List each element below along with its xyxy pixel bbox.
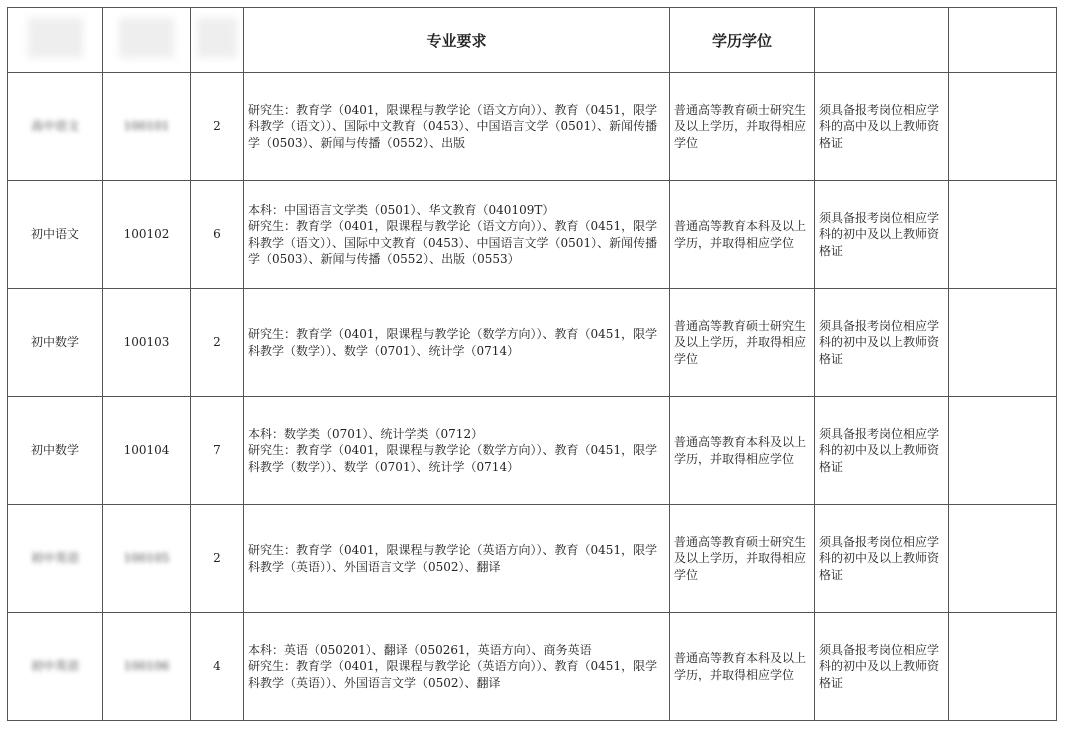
- cell-qualification: 须具备报考岗位相应学科的初中及以上教师资格证: [815, 505, 949, 613]
- cell-code-text: 100106: [123, 659, 170, 674]
- cell-education: 普通高等教育硕士研究生及以上学历，并取得相应学位: [670, 505, 815, 613]
- cell-education: 普通高等教育硕士研究生及以上学历，并取得相应学位: [670, 73, 815, 181]
- cell-notes: [949, 613, 1057, 721]
- cell-education: 普通高等教育硕士研究生及以上学历，并取得相应学位: [670, 289, 815, 397]
- header-count: [191, 8, 244, 73]
- cell-code-text: 100105: [123, 551, 170, 566]
- table-row: [8, 73, 1057, 181]
- table-row: [8, 397, 1057, 505]
- cell-code-text: 100101: [123, 119, 170, 134]
- cell-qualification: 须具备报考岗位相应学科的初中及以上教师资格证: [815, 397, 949, 505]
- cell-position: [8, 73, 103, 181]
- header-major: 专业要求: [244, 8, 670, 73]
- cell-position: 初中数学: [8, 289, 103, 397]
- cell-count: 2: [191, 505, 244, 613]
- cell-position: 初中数学: [8, 397, 103, 505]
- cell-count: 7: [191, 397, 244, 505]
- cell-notes: [949, 73, 1057, 181]
- cell-code: 100103: [103, 289, 191, 397]
- cell-education: 普通高等教育本科及以上学历，并取得相应学位: [670, 397, 815, 505]
- cell-major: 本科：数学类（0701）、统计学类（0712） 研究生：教育学（0401，限课程与教学论（数学方向））、教育（0451，限学科教学（数学））、数学（0701）、统计学（0714）: [244, 397, 670, 505]
- cell-education: 普通高等教育本科及以上学历，并取得相应学位: [670, 613, 815, 721]
- cell-education: 普通高等教育本科及以上学历，并取得相应学位: [670, 181, 815, 289]
- table-row: [8, 505, 1057, 613]
- table-row: [8, 181, 1057, 289]
- cell-qualification: 须具备报考岗位相应学科的初中及以上教师资格证: [815, 613, 949, 721]
- cell-qualification: 须具备报考岗位相应学科的初中及以上教师资格证: [815, 181, 949, 289]
- cell-major: 研究生：教育学（0401，限课程与教学论（语文方向））、教育（0451，限学科教学（语文））、国际中文教育（0453）、中国语言文学（0501）、新闻传播学（0503）、新闻与传播（0552）、出版: [244, 73, 670, 181]
- cell-count: 2: [191, 289, 244, 397]
- cell-code: [103, 73, 191, 181]
- cell-notes: [949, 289, 1057, 397]
- cell-count: 4: [191, 613, 244, 721]
- cell-qualification: 须具备报考岗位相应学科的初中及以上教师资格证: [815, 289, 949, 397]
- cell-major: 本科：英语（050201）、翻译（050261，英语方向）、商务英语 研究生：教育学（0401，限课程与教学论（英语方向））、教育（0451，限学科教学（英语））、外国语言文学（0502）、翻译: [244, 613, 670, 721]
- header-position: [8, 8, 103, 73]
- cell-notes: [949, 181, 1057, 289]
- table-row: [8, 289, 1057, 397]
- cell-position-text: 初中英语: [30, 659, 79, 674]
- cell-position: [8, 613, 103, 721]
- cell-position-text: 高中语文: [30, 119, 79, 134]
- cell-major: 研究生：教育学（0401，限课程与教学论（英语方向））、教育（0451，限学科教学（英语））、外国语言文学（0502）、翻译: [244, 505, 670, 613]
- table-row: [8, 613, 1057, 721]
- job-requirements-table: [7, 7, 1057, 721]
- cell-notes: [949, 397, 1057, 505]
- cell-position: [8, 505, 103, 613]
- cell-major: 本科：中国语言文学类（0501）、华文教育（040109T） 研究生：教育学（0401，限课程与教学论（语文方向））、教育（0451，限学科教学（语文））、国际中文教育（0453）、中国语言文学（0501）、新闻传播学（0503）、新闻与传播（0552）、出版（0553）: [244, 181, 670, 289]
- header-qualification: [815, 8, 949, 73]
- cell-code: [103, 613, 191, 721]
- cell-position: 初中语文: [8, 181, 103, 289]
- header-education: 学历学位: [670, 8, 815, 73]
- cell-count: 2: [191, 73, 244, 181]
- header-notes: [949, 8, 1057, 73]
- cell-qualification: 须具备报考岗位相应学科的高中及以上教师资格证: [815, 73, 949, 181]
- cell-major: 研究生：教育学（0401，限课程与教学论（数学方向））、教育（0451，限学科教学（数学））、数学（0701）、统计学（0714）: [244, 289, 670, 397]
- cell-code: 100102: [103, 181, 191, 289]
- cell-count: 6: [191, 181, 244, 289]
- header-code: [103, 8, 191, 73]
- cell-notes: [949, 505, 1057, 613]
- cell-position-text: 初中英语: [30, 551, 79, 566]
- table-header-row: [8, 8, 1057, 73]
- cell-code: [103, 505, 191, 613]
- cell-code: 100104: [103, 397, 191, 505]
